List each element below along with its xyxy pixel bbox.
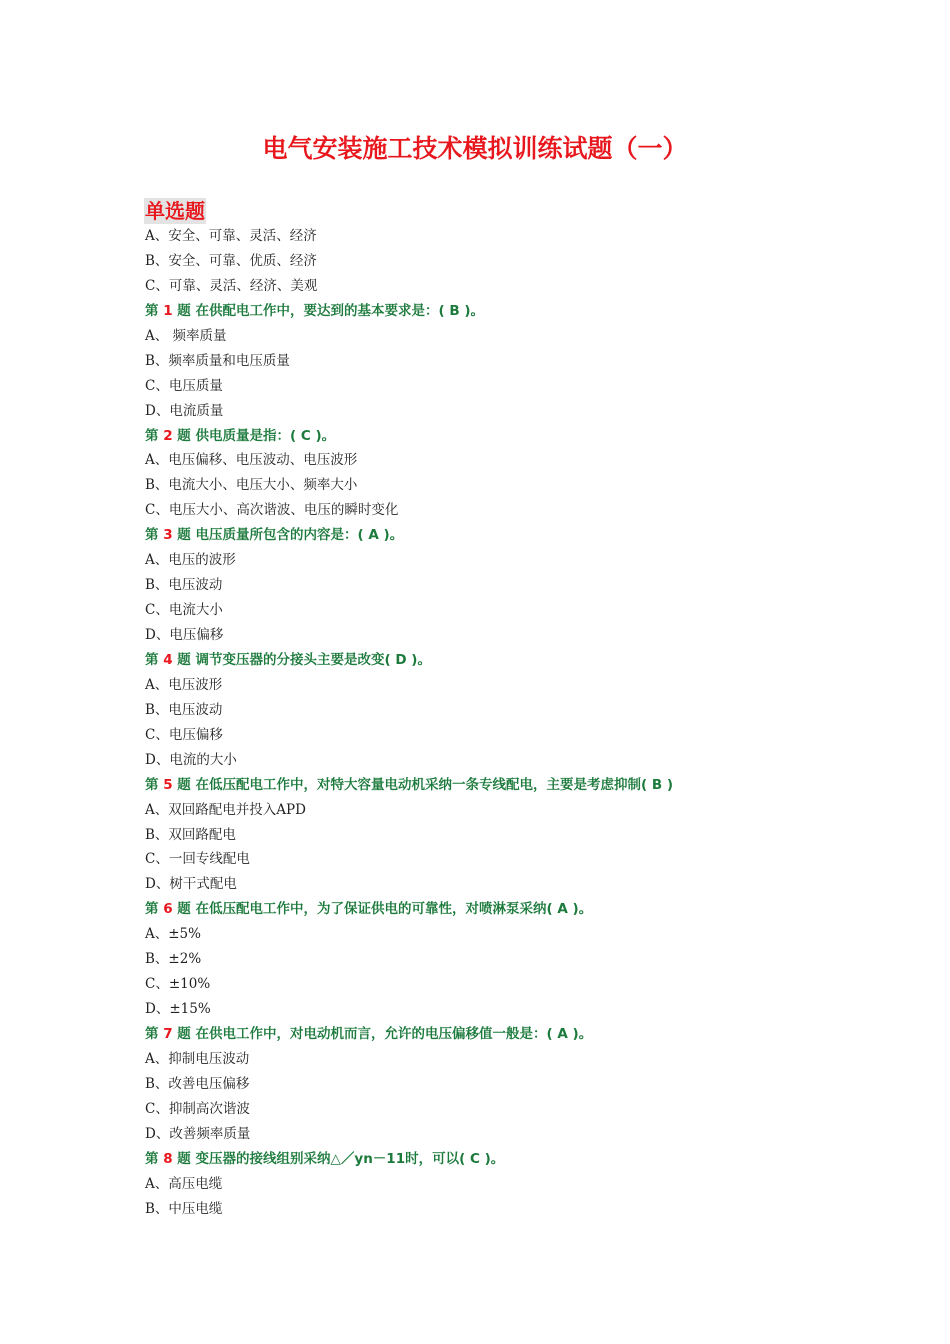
answer-option: C、抑制高次谐波 <box>145 1100 250 1117</box>
question-prefix: 第 <box>145 776 164 793</box>
answer-option: B、电压波动 <box>145 577 223 594</box>
answer-option: D、电流质量 <box>145 402 224 419</box>
question-number: 8 <box>163 1150 173 1167</box>
question-line <box>145 523 865 548</box>
answer-option: D、±15% <box>145 1001 211 1018</box>
question-number: 5 <box>163 776 173 793</box>
question-prefix: 第 <box>145 527 164 544</box>
answer-option: B、安全、可靠、优质、经济 <box>145 252 317 269</box>
answer-option: B、频率质量和电压质量 <box>145 352 290 369</box>
answer-option: D、电流的大小 <box>145 751 237 768</box>
answer-option: B、±2% <box>145 951 202 968</box>
answer-option: D、树干式配电 <box>145 876 237 893</box>
answer-option: C、电压偏移 <box>145 726 223 743</box>
answer-option: C、±10% <box>145 976 211 993</box>
question-line <box>145 1147 865 1172</box>
answer-option: C、一回专线配电 <box>145 851 250 868</box>
answer-option: C、电压质量 <box>145 377 223 394</box>
question-text: 题 电压质量所包含的内容是：( A )。 <box>172 527 404 544</box>
question-text: 题 在供配电工作中，要达到的基本要求是：( B )。 <box>172 302 485 319</box>
question-number: 4 <box>163 651 173 668</box>
answer-option: B、双回路配电 <box>145 826 236 843</box>
question-prefix: 第 <box>145 651 164 668</box>
question-text: 题 供电质量是指：( C )。 <box>172 427 336 444</box>
answer-option: A、电压的波形 <box>145 552 236 569</box>
answer-option: A、 频率质量 <box>145 327 227 344</box>
question-number: 7 <box>163 1026 173 1042</box>
question-line <box>145 897 865 922</box>
question-line <box>145 773 865 798</box>
question-number: 3 <box>163 527 173 544</box>
answer-option: D、改善频率质量 <box>145 1125 251 1142</box>
question-number: 1 <box>163 302 173 319</box>
answer-option: A、±5% <box>145 926 201 943</box>
answer-option: B、电流大小、电压大小、频率大小 <box>145 477 358 494</box>
answer-option: A、电压偏移、电压波动、电压波形 <box>145 452 358 469</box>
answer-option: B、中压电缆 <box>145 1200 223 1217</box>
answer-option: B、改善电压偏移 <box>145 1075 250 1092</box>
answer-option: A、抑制电压波动 <box>145 1050 250 1067</box>
question-text: 题 在供电工作中，对电动机而言，允许的电压偏移值一般是：( A )。 <box>172 1026 593 1042</box>
question-prefix: 第 <box>145 1150 164 1167</box>
question-text: 题 在低压配电工作中，为了保证供电的可靠性，对喷淋泵采纳( A )。 <box>172 901 593 918</box>
question-text: 题 调节变压器的分接头主要是改变( D )。 <box>172 651 431 668</box>
question-number: 6 <box>163 901 173 918</box>
question-prefix: 第 <box>145 1026 164 1042</box>
question-line <box>145 424 865 449</box>
answer-option: C、电流大小 <box>145 602 223 619</box>
question-prefix: 第 <box>145 302 164 319</box>
section-heading: 单选题 <box>145 199 205 223</box>
answer-option: B、电压波动 <box>145 701 223 718</box>
answer-option: C、可靠、灵活、经济、美观 <box>145 277 318 294</box>
answer-option: A、安全、可靠、灵活、经济 <box>145 228 317 244</box>
answer-option: D、电压偏移 <box>145 627 224 643</box>
answer-option: C、电压大小、高次谐波、电压的瞬时变化 <box>145 502 399 519</box>
question-line <box>145 299 865 324</box>
answer-option: A、双回路配电并投入APD <box>145 801 306 818</box>
question-line <box>145 648 865 673</box>
question-number: 2 <box>163 427 173 444</box>
answer-option: A、电压波形 <box>145 676 223 693</box>
question-line <box>145 1022 865 1047</box>
question-text: 题 在低压配电工作中，对特大容量电动机采纳一条专线配电，主要是考虑抑制( B ) <box>172 776 674 793</box>
question-prefix: 第 <box>145 427 164 444</box>
question-text: 题 变压器的接线组别采纳△／yn－11时，可以( C )。 <box>172 1150 505 1167</box>
question-list <box>145 224 865 1222</box>
answer-option: A、高压电缆 <box>145 1175 223 1192</box>
document-title: 电气安装施工技术模拟训练试题（一） <box>262 134 688 163</box>
question-prefix: 第 <box>145 901 164 918</box>
